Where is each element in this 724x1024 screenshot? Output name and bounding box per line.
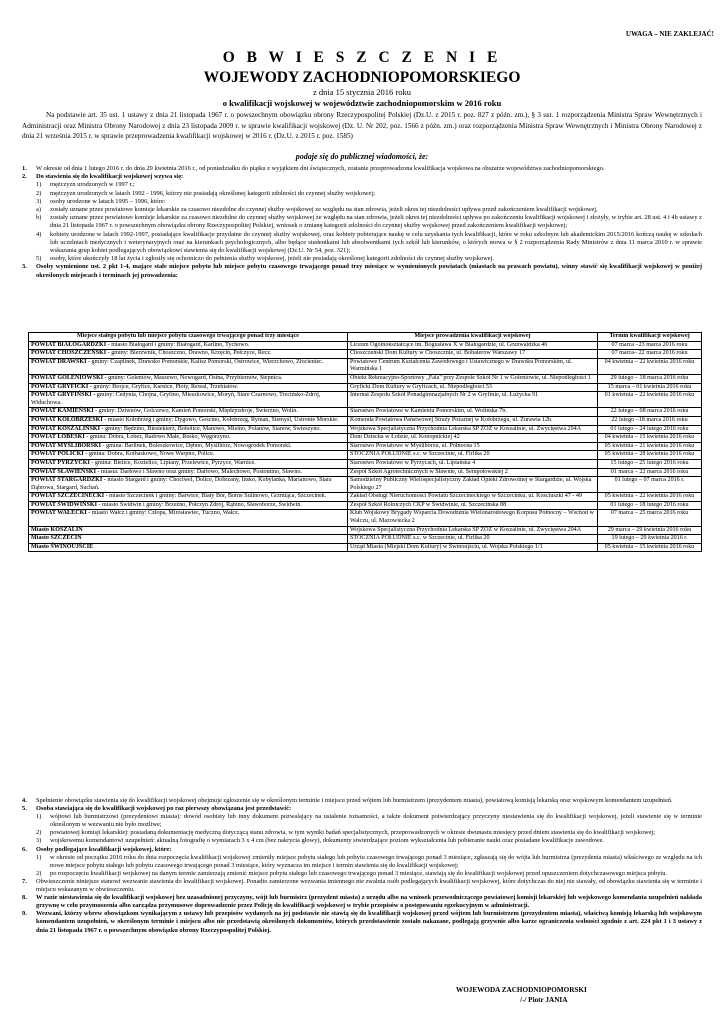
point-7: 7. Obwieszczenie niniejsze stanowi wezwanie stawienia do kwalifikacji wojskowej. Ponadto zamierzone wezwania imiennego nie zwalnia osób podlegających kwalifikacji wojskowej, które dotychczas do niej nie stawały, od obowiązku stawienia się w terminie i miejscu wskazanym w obwieszczeniu. (22, 877, 702, 894)
cell-powiat-name: Miasto ŚWINOUJŚCIE (31, 543, 94, 550)
cell-term: 22 lutego –18 marca 2016 roku (598, 416, 702, 425)
title-announcement: O B W I E S Z C Z E N I E (222, 49, 502, 66)
cell-term: 05 kwietnia – 15 kwietnia 2016 roku (598, 543, 702, 552)
point-8-text: W razie niestawienia się do kwalifikacji wojskowej bez uzasadnionej przyczyny, wójt lub burmistrz (prezydent miasta) z urzędu albo na wniosek przewodniczącego powiatowej komisji lekarskiej lub wojskowego komendanta uzupełnień nakłada grzywnę w celu przymuszenia albo zarządza przymusowe doprowadzenie przez Policję do kwalifikacji wojskowej w trybie przepisów o postępowaniu egzekucyjnym w administracji. (36, 894, 702, 910)
table-row (29, 526, 702, 535)
cell-powiat-name: POWIAT BIAŁOGARDZKI (31, 341, 107, 348)
table-row (29, 493, 702, 502)
cell-place: STOCZNIA POŁUDNIE s.c. w Szczecinie, ul. Firlika 20 (347, 535, 597, 544)
cell-term: 01 lutego – 24 lutego 2016 roku (598, 425, 702, 434)
cell-gminy: - gminy: Będzino, Biesiekierz, Bobolice, Manowo, Mielno, Polanów, Sianów, Świeszyno. (100, 425, 321, 432)
cell-residence (29, 535, 348, 544)
point-6-list (22, 854, 702, 878)
cell-gminy: - miasto Kołobrzeg i gminy: Dygowo, Gościno, Kołobrzeg, Rymań, Siemyśl, Ustronie Morskie. (102, 416, 339, 423)
cell-powiat-name: POWIAT ŚWIDWIŃSKI (31, 501, 97, 508)
qualification-table (28, 332, 702, 552)
cell-gminy: - miasto Wałcz i gminy: Człopa, Mirosławiec, Tuczno, Wałcz. (86, 510, 240, 517)
point-1: 1. W okresie od dnia 1 lutego 2016 r. do dnia 29 kwietnia 2016 r., od poniedziałku do piątku z wyjątkiem dni świątecznych, zostanie przeprowadzona kwalifikacja wojskowa na obszarze województwa zachodniopomorskiego. (22, 165, 702, 173)
cell-place: Starostwo Powiatowe w Myśliborzu, ul. Północna 15 (347, 442, 597, 451)
cell-term: 07 marca – 25 marca 2016 roku (598, 510, 702, 526)
cell-residence (29, 408, 348, 417)
point-2-item-number: 5) (36, 255, 42, 263)
point-2-item (36, 198, 702, 206)
cell-residence (29, 392, 348, 408)
cell-gminy: - gminy: Brojce, Gryfice, Karnice, Płoty, Rewal, Trzebiatów. (88, 383, 239, 390)
table-row (29, 510, 702, 526)
table-header-term: Termin kwalifikacji wojskowej (598, 333, 702, 342)
cell-gminy: - gmina: Barlinek, Boleszkowice, Dębno, Myślibórz, Nowogródek Pomorski. (101, 442, 292, 449)
cell-place: Gryficki Dom Kultury w Gryficach, ul. Niepodległości 53 (347, 383, 597, 392)
cell-powiat-name: POWIAT WAŁECKI (31, 510, 87, 517)
cell-residence (29, 493, 348, 502)
cell-gminy: - gminy: Czaplinek, Drawsko Pomorskie, Kalisz Pomorski, Ostrowice, Wierzchowo, Złocieniec. (86, 358, 324, 365)
point-9-text: Wezwani, którzy wbrew obowiązkom wynikającym z ustawy lub przepisów wydanych na jej podstawie nie stawią się do kwalifikacji wojskowej przed wójtem lub burmistrzem (prezydentem miasta), właściwą komisją lekarską lub wojskowym komendantem uzupełnień, w określonym terminie i miejscu albo nie przedstawią określonych dokumentów, których przedstawienie zostało nakazane, podlegają grzywnie albo karze ograniczenia wolności zgodnie z art. 224 pkt 1 i 3 ustawy z dnia 21 listopada 1967 r. o powszechnym obowiązku obrony Rzeczypospolitej Polskiej. (36, 910, 702, 934)
cell-gminy: - gminy: Dziwnów, Golczewo, Kamień Pomorski, Międzyzdroje, Świerzno, Wolin. (93, 408, 298, 415)
cell-place: STOCZNIA POŁUDNIE s.c. w Szczecinie, ul. Firlika 20 (347, 451, 597, 460)
signature-name: /-/ Piotr JANIA (520, 996, 568, 1004)
cell-residence (29, 350, 348, 359)
table-row (29, 425, 702, 434)
points-bottom (22, 797, 702, 935)
cell-term: 04 kwietnia – 15 kwietnia 2016 roku (598, 434, 702, 443)
table-row (29, 392, 702, 408)
point-2-item (36, 181, 702, 189)
point-2-item-number: 4) (36, 230, 42, 238)
cell-place: Zakład Obsługi Nieruchomości Powiatu Szczecineckiego w Szczecinku, ul. Kościuszki 47 - 49 (347, 493, 597, 502)
cell-gminy: - gmina: Dobra, Kołbaskowo, Nowe Warpno, Police. (83, 451, 215, 458)
point-2-item-number: a) (36, 206, 41, 214)
point-2: 2. Do stawienia się do kwalifikacji wojskowej wzywa się: (22, 173, 702, 181)
cell-place: Klub Wojskowy Brygady Wsparcia Dowodzenia Wielonarodowego Korpusu Północny – Wschód w Wałczu, ul. Mazowiecka 2 (347, 510, 597, 526)
table-row (29, 459, 702, 468)
document-subject: o kwalifikacji wojskowej w województwie zachodniopomorskim w 2016 roku (222, 98, 502, 108)
table-row (29, 383, 702, 392)
point-5-item (36, 837, 702, 845)
cell-residence (29, 459, 348, 468)
cell-place: Internat Zespołu Szkół Ponadgimnazjalnych Nr 2 w Gryfinie, ul. Łużycka 91 (347, 392, 597, 408)
table-body (29, 341, 702, 552)
point-3-text: Osoby wymienione ust. 2 pkt 1-4, mające stałe miejsce pobytu lub miejsce pobytu czasowego trwającego ponad trzy miesiące w wymienionych powiatach (miastach na prawach powiatu), winny stawić się kwalifikacji wojskowej w poniżej określonych miejscach i terminach jej prowadzenia: (36, 263, 702, 279)
legal-basis: Na podstawie art. 35 ust. 1 ustawy z dnia 21 listopada 1967 r. o powszechnym obowiązku obrony Rzeczypospolitej Polskiej (Dz.U. z 2015 r. poz. 827 z późn. zm.), § 3 ust. 1 rozporządzenia Ministra Spraw Wewnętrznych i Administracji oraz Ministra Obrony Narodowej z dnia 23 listopada 2009 r. w sprawie kwalifikacji wojskowej (Dz. U. Nr 202, poz. 1566 z późn. zm.) oraz rozporządzenia Ministra Spraw Wewnętrznych i Ministra Obrony Narodowej z dnia 21 września 2015 r. w sprawie przeprowadzenia kwalifikacji wojskowej w 2016 r. (Dz.U. z 2015 r. poz. 1585) (22, 111, 702, 141)
table-row (29, 468, 702, 477)
point-5-item-number: 3) (36, 837, 42, 845)
cell-powiat-name: Miasto KOSZALIN (31, 526, 83, 533)
cell-residence (29, 526, 348, 535)
points-top (22, 165, 702, 280)
point-5-item-text: powiatowej komisji lekarskiej: posiadaną dokumentację medyczną dotyczącą stanu zdrowia, w tym wyniki badań specjalistycznych, przeprowadzonych w okresie dwunastu miesięcy przed dniem stawienia się do kwalifikacji wojskowej; (50, 829, 655, 837)
table-row (29, 501, 702, 510)
cell-powiat-name: POWIAT GOLENIOWSKI (31, 374, 104, 381)
table-row (29, 477, 702, 493)
cell-powiat-name: POWIAT PYRZYCKI (31, 459, 90, 466)
cell-powiat-name: POWIAT ŁOBESKI (31, 434, 85, 441)
cell-powiat-name: POWIAT SZCZECINECKI (31, 493, 105, 500)
cell-term: 15 lutego – 25 lutego 2016 roku (598, 459, 702, 468)
cell-term: 29 lutego – 18 marca 2016 roku (598, 374, 702, 383)
cell-residence (29, 383, 348, 392)
cell-gminy: - gminy: Goleniów, Maszewo, Nowogard, Osina, Przybiernów, Stepnica. (103, 374, 283, 381)
point-6-item-text: w okresie od początku 2016 roku do dnia rozpoczęcia kwalifikacji wojskowej zmieniły miejsce pobytu stałego lub pobytu czasowego trwającego ponad 3 miesiące, zgłaszają się do wójta lub burmistrza (prezydenta miasta) właściwego ze względu na ich nowe miejsce pobytu stałego lub pobytu czasowego trwającego ponad 3 miesiące, który wyznacza im miejsce i termin stawienia się do kwalifikacji wojskowej; (50, 853, 702, 869)
point-5-item (36, 829, 702, 837)
cell-residence (29, 451, 348, 460)
point-2-item-text: kobiety urodzone w latach 1992-1997, posiadające kwalifikacje przydatne do czynnej służby wojskowej, oraz kobiety pobierające naukę w celu uzyskania tych kwalifikacji, które w roku szkolnym lub akademickim 2015/2016 kończą naukę w szkołach lub uczelniach medycznych i weterynaryjnych oraz na kierunkach psychologicznych, albo będące studentkami lub absolwentkami tych szkół lub kierunków, o których mowa w § 2 rozporządzenia Rady Ministrów z dnia 11 marca 2010 r. w sprawie wskazania grup kobiet podlegających obowiązkowi stawienia się do kwalifikacji wojskowej (Dz.U. Nr 54, poz. 321); (50, 230, 702, 255)
point-2-item-text: zostały uznane przez powiatowe komisje lekarskie za czasowo niezdolne do czynnej służby wojskowej ze względu na stan zdrowia, jeżeli okres tej niezdolności upływa po zakończeniu kwalifikacji wojskowej i złożyły, w trybie art. 28 ust. 4 i 4b ustawy z dnia 21 listopada 1967 r. o powszechnym obowiązku obrony Rzeczypospolitej Polskiej, wniosek o zmianę kategorii zdolności do czynnej służby wojskowej przed zakończeniem kwalifikacji wojskowej; (50, 214, 702, 230)
point-2-list (22, 181, 702, 263)
point-3: 3. Osoby wymienione ust. 2 pkt 1-4, mające stałe miejsce pobytu lub miejsce pobytu czasowego trwającego ponad trzy miesiące w wymienionych powiatach (miastach na prawach powiatu), winny stawić się kwalifikacji wojskowej w poniżej określonych miejscach i terminach jej prowadzenia: (22, 263, 702, 279)
cell-term: 19 lutego – 29 kwietnia 2016 r. (598, 535, 702, 544)
point-5-item (36, 813, 702, 829)
cell-powiat-name: POWIAT GRYFIŃSKI (31, 392, 92, 399)
point-2-text: Do stawienia się do kwalifikacji wojskowej wzywa się: (36, 173, 184, 181)
cell-place: Zespół Szkół Agrotechnicznych w Sławnie, ul. Sempołowskiej 2 (347, 468, 597, 477)
cell-place: Wojskowa Specjalistyczna Przychodnia Lekarska SP ZOZ w Koszalinie, ul. Zwycięstwa 204A (347, 425, 597, 434)
point-6-item (36, 854, 702, 870)
table-row (29, 374, 702, 383)
cell-residence (29, 425, 348, 434)
point-2-item (36, 255, 702, 263)
cell-residence (29, 477, 348, 493)
point-5-item-text: wójtowi lub burmistrzowi (prezydentowi miasta): dowód osobisty lub inny dokument pozwalający na ustalenie tożsamości, a także dokument potwierdzający przyczyny niestawienia się do kwalifikacji wojskowej, jeżeli stawienie się w terminie określonym w wezwaniu nie było możliwe; (50, 813, 702, 829)
table-row (29, 358, 702, 374)
table-header-place: Miejsce prowadzenia kwalifikacji wojskowej (347, 333, 597, 342)
cell-place: Dom Dziecka w Łobzie, ul. Konopnickiej 42 (347, 434, 597, 443)
cell-place: Liceum Ogólnokształcące im. Bogusława X w Białogardzie, ul. Grunwaldzka 46 (347, 341, 597, 350)
point-4-text: Spełnienie obowiązku stawienia się do kwalifikacji wojskowej obejmuje zgłoszenie się w określonym terminie i miejscu przed wójtem lub burmistrzem (prezydentem miasta), powiatową komisją lekarską oraz wojskowym komendantem uzupełnień. (36, 797, 673, 804)
point-5-item-text: wojskowemu komendantowi uzupełnień: aktualną fotografię o wymiarach 3 x 4 cm (bez nakrycia głowy), dokumenty stwierdzające poziom wykształcenia lub pobieranie nauki oraz posiadane kwalifikacje zawodowe. (50, 837, 605, 845)
cell-powiat-name: POWIAT KOŁOBRZESKI (31, 416, 103, 423)
point-2-item-text: osoby, które ukończyły 18 lat życia i zgłosiły się ochotniczo do pełnienia służby wojskowej, jeżeli nie posiadają określonej kategorii zdolności do czynnej służby wojskowej. (50, 255, 494, 263)
point-6: 6. Osoby podlegające kwalifikacji wojskowej, które: (22, 846, 702, 854)
cell-gminy: - miasto Świdwin i gminy: Brzeżno, Połczyn Zdrój, Rąbino, Sławoborze, Świdwin. (96, 501, 302, 508)
cell-term: 01 lutego – 07 marca 2016 r. (598, 477, 702, 493)
cell-powiat-name: POWIAT STARGARDZKI (31, 477, 103, 484)
cell-place: Urząd Miasta (Miejski Dom Kultury) w Świnoujściu, ul. Wojska Polskiego 1/1 (347, 543, 597, 552)
cell-term: 22 lutego – 08 marca 2016 roku (598, 408, 702, 417)
cell-term: 05 kwietnia – 28 kwietnia 2016 roku (598, 451, 702, 460)
cell-gminy: - gmina: Bielice, Kozielice, Lipiany, Przelewice, Pyrzyce, Warnice. (89, 459, 256, 466)
cell-term: 01 marca – 22 marca 2016 roku (598, 468, 702, 477)
cell-powiat-name: POWIAT GRYFICKI (31, 383, 89, 390)
cell-place: Choszczeński Dom Kultury w Choszcznie, ul. Bohaterów Warszawy 17 (347, 350, 597, 359)
cell-place: Wojskowa Specjalistyczna Przychodnia Lekarska SP ZOZ w Koszalinie, ul. Zwycięstwa 204A (347, 526, 597, 535)
cell-place: Starostwo Powiatowe w Kamieniu Pomorskim, ul. Wolińska 7b. (347, 408, 597, 417)
point-6-item-number: 2) (36, 869, 42, 877)
table-row (29, 535, 702, 544)
cell-residence (29, 341, 348, 350)
point-2-item-text: osoby urodzone w latach 1995 – 1996, które: (50, 197, 166, 205)
point-6-item (36, 870, 702, 878)
cell-term: 05 kwietnia – 22 kwietnia 2016 roku (598, 493, 702, 502)
cell-powiat-name: POWIAT POLICKI (31, 451, 84, 458)
point-5-item-number: 1) (36, 813, 42, 821)
cell-term: 15 marca – 01 kwietnia 2016 roku (598, 383, 702, 392)
cell-term: 07 marca –23 marca 2016 roku (598, 341, 702, 350)
point-9: 9. Wezwani, którzy wbrew obowiązkom wynikającym z ustawy lub przepisów wydanych na jej podstawie nie stawią się do kwalifikacji wojskowej przed wójtem lub burmistrzem (prezydentem miasta), właściwą komisją lekarską lub wojskowym komendantem uzupełnień, w określonym terminie i miejscu albo nie przedstawią określonych dokumentów, których przedstawienie zostało nakazane, podlegają grzywnie albo karze ograniczenia wolności zgodnie z art. 224 pkt 1 i 3 ustawy z dnia 21 listopada 1967 r. o powszechnym obowiązku obrony Rzeczypospolitej Polskiej. (22, 910, 702, 934)
cell-residence (29, 374, 348, 383)
cell-powiat-name: POWIAT SŁAWIEŃSKI (31, 468, 96, 475)
cell-residence (29, 501, 348, 510)
table-header-residence: Miejsce stałego pobytu lub miejsce pobytu czasowego trwającego ponad trzy miesiące (29, 333, 348, 342)
table-row (29, 416, 702, 425)
cell-gminy: - miasto Stargard i gminy: Chociwel, Dolice, Dobrzany, Ińsko, Kobylanka, Marianowo, Stara Dąbrowa, Stargard, Suchań. (31, 477, 332, 491)
table-header-row (29, 333, 702, 342)
title-issuer: WOJEWODY ZACHODNIOPOMORSKIEGO (203, 69, 521, 86)
point-2-item-number: 1) (36, 181, 42, 189)
point-6-item-number: 1) (36, 853, 42, 861)
point-8: 8. W razie niestawienia się do kwalifikacji wojskowej bez uzasadnionej przyczyny, wójt lub burmistrz (prezydent miasta) z urzędu albo na wniosek przewodniczącego powiatowej komisji lekarskiej lub wojskowego komendanta uzupełnień nakłada grzywnę w celu przymuszenia albo zarządza przymusowe doprowadzenie przez Policję do kwalifikacji wojskowej w trybie przepisów o postępowaniu egzekucyjnym w administracji. (22, 894, 702, 910)
cell-powiat-name: Miasto SZCZECIN (31, 535, 82, 542)
document-date: z dnia 15 stycznia 2016 roku (313, 87, 411, 97)
point-5-list (22, 813, 702, 845)
cell-powiat-name: POWIAT KOSZALIŃSKI (31, 425, 101, 432)
cell-gminy: - gminy: Bierzwnik, Choszczno, Drawno, Krzęcin, Pełczyce, Recz. (106, 350, 272, 357)
cell-term: 07 marca– 22 marca 2016 roku (598, 350, 702, 359)
cell-place: Zespół Szkół Rolniczych CKP w Świdwinie, ul. Szczecińska 88 (347, 501, 597, 510)
point-2-item (36, 190, 702, 198)
point-5: 5. Osoba stawiająca się do kwalifikacji wojskowej po raz pierwszy obowiązana jest przedstawić: (22, 805, 702, 813)
point-2-item (36, 206, 702, 214)
table-row (29, 341, 702, 350)
point-5-item-number: 2) (36, 829, 42, 837)
cell-term: 29 marca – 29 kwietnia 2016 roku (598, 526, 702, 535)
cell-residence (29, 510, 348, 526)
point-2-item-number: 2) (36, 189, 42, 197)
cell-term: 05 kwietnia – 21 kwietnia 2016 roku (598, 442, 702, 451)
cell-term: 04 kwietnia – 22 kwietnia 2016 roku (598, 358, 702, 374)
signature-title: WOJEWODA ZACHODNIOPOMORSKI (456, 986, 587, 994)
announce-line: podaje się do publicznej wiadomości, że: (295, 152, 429, 161)
point-2-item-number: b) (36, 214, 42, 222)
cell-powiat-name: POWIAT KAMIEŃSKI (31, 408, 94, 415)
cell-residence (29, 416, 348, 425)
point-5-text: Osoba stawiająca się do kwalifikacji wojskowej po raz pierwszy obowiązana jest przedstawić: (36, 805, 292, 813)
cell-residence (29, 442, 348, 451)
cell-gminy: - miasta: Darłowo i Sławno oraz gminy: Darłowo, Malechowo, Postomino, Sławno. (95, 468, 302, 475)
cell-residence (29, 358, 348, 374)
point-2-item-text: mężczyzn urodzonych w 1997 r.; (50, 181, 135, 189)
point-7-text: Obwieszczenie niniejsze stanowi wezwanie stawienia do kwalifikacji wojskowej. Ponadto zamierzone wezwania imiennego nie zwalnia osób podlegających kwalifikacji wojskowej, które dotychczas do niej nie stawały, od obowiązku stawienia się w terminie i miejscu wskazanym w obwieszczeniu. (36, 877, 702, 894)
table-row (29, 451, 702, 460)
point-4: 4. Spełnienie obowiązku stawienia się do kwalifikacji wojskowej obejmuje zgłoszenie się w określonym terminie i miejscu przed wójtem lub burmistrzem (prezydentem miasta), powiatową komisją lekarską oraz wojskowym komendantem uzupełnień. (22, 797, 702, 805)
cell-gminy: - miasto Szczecinek i gminy: Barwice, Biały Bór, Borne Sulinowo, Grzmiąca, Szczecinek. (104, 493, 327, 500)
cell-powiat-name: POWIAT MYŚLIBORSKI (31, 442, 102, 449)
cell-term: 01 lutego – 18 lutego 2016 roku (598, 501, 702, 510)
point-2-item-text: mężczyzn urodzonych w latach 1992 - 1996, którzy nie posiadają określonej kategorii zdolności do czynnej służby wojskowej; (50, 189, 375, 197)
warning-note: UWAGA – NIE ZAKLEJAĆ! (625, 30, 714, 38)
point-1-text: W okresie od dnia 1 lutego 2016 r. do dnia 29 kwietnia 2016 r., od poniedziałku do piątku z wyjątkiem dni świątecznych, zostanie przeprowadzona kwalifikacja wojskowa na obszarze województwa zachodniopomorskiego. (36, 165, 605, 172)
point-6-text: Osoby podlegające kwalifikacji wojskowej, które: (36, 845, 172, 853)
cell-residence (29, 468, 348, 477)
cell-residence (29, 543, 348, 552)
point-6-item-text: po rozpoczęciu kwalifikacji wojskowej na danym terenie zamierzają zmienić miejsce pobytu stałego lub czasowego trwającego ponad 3 miesiące, stawiają się do kwalifikacji wojskowej przed opuszczeniem dotychczasowego miejsca pobytu. (50, 869, 668, 877)
table-row (29, 434, 702, 443)
table-row (29, 442, 702, 451)
point-2-item (36, 214, 702, 230)
cell-place: Powiatowe Centrum Kształcenia Zawodowego i Ustawicznego w Drawsku Pomorskim, ul. Warmińska 1 (347, 358, 597, 374)
table-row (29, 350, 702, 359)
cell-place: Samodzielny Publiczny Wielospecjalistyczny Zakład Opieki Zdrowotnej w Stargardzie, ul. Wojska Polskiego 27 (347, 477, 597, 493)
cell-powiat-name: POWIAT CHOSZCZEŃSKI (31, 350, 107, 357)
point-2-item-text: zostały uznane przez powiatowe komisje lekarskie za czasowo niezdolne do czynnej służby wojskowej ze względu na stan zdrowia, jeżeli okres tej niezdolności upływa przed zakończeniem kwalifikacji wojskowej, (50, 206, 598, 214)
point-2-item (36, 231, 702, 256)
cell-place: Komenda Powiatowa Państwowej Straży Pożarnej w Kołobrzegu, ul. Żurawia 12b. (347, 416, 597, 425)
cell-place: Starostwo Powiatowe w Pyrzycach, ul. Lipiańska 4 (347, 459, 597, 468)
cell-powiat-name: POWIAT DRAWSKI (31, 358, 87, 365)
point-2-item-number: 3) (36, 197, 42, 205)
table-row (29, 543, 702, 552)
cell-gminy: - miasto Białogard i gminy: Białogard, Karlino, Tychowo. (106, 341, 250, 348)
cell-gminy: - gminy: Cedynia, Chojna, Gryfino, Mieszkowice, Moryń, Stare Czarnowo, Trzcińsko-Zdrój, Widuchowa. (31, 392, 321, 406)
cell-term: 01 kwietnia – 22 kwietnia 2016 roku (598, 392, 702, 408)
cell-residence (29, 434, 348, 443)
cell-gminy: - gmina: Dobra, Łobez, Radowo Małe, Resko, Węgorzyno. (84, 434, 231, 441)
cell-place: Obiekt Rekreacyjno-Sportowy „Fala" przy Zespole Szkół Nr 1 w Goleniowie, ul. Niepodległości 1 (347, 374, 597, 383)
table-row (29, 408, 702, 417)
